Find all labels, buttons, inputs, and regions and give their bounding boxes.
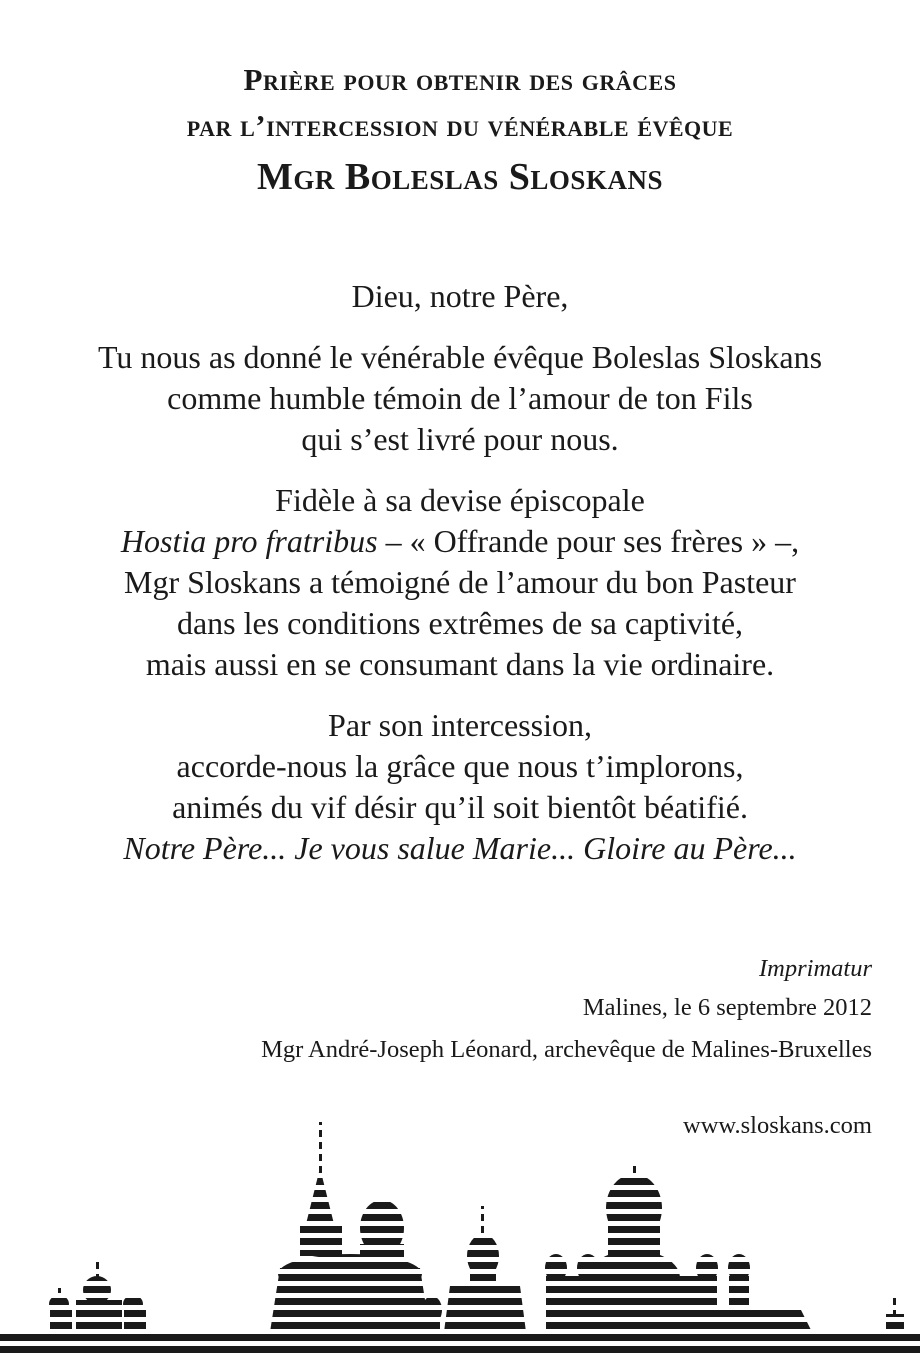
stanza1-line: qui s’est livré pour nous.	[301, 421, 619, 457]
stanza2-motto-line	[0, 521, 920, 562]
stanza2-line: Fidèle à sa devise épiscopale	[275, 482, 645, 518]
motto-latin: Hostia pro fratribus	[120, 523, 378, 559]
church-skyline-illustration	[0, 1118, 920, 1354]
title-line-2: par l’intercession du vénérable évêque	[186, 108, 734, 143]
stanza2-line: Mgr Sloskans a témoigné de l’amour du bon Pasteur	[124, 564, 796, 600]
stanza2-line: dans les conditions extrêmes de sa captivité,	[176, 605, 744, 641]
imprimatur-label: Imprimatur	[759, 955, 872, 982]
motto-translation: – « Offrande pour ses frères » –,	[377, 523, 800, 559]
stanza3-line: animés du vif désir qu’il soit bientôt béatifié.	[172, 789, 748, 825]
skyline-shapes	[0, 1122, 920, 1354]
prayer-opening: Dieu, notre Père,	[351, 278, 569, 314]
stanza3-line: Par son intercession,	[328, 707, 592, 743]
prayer-text	[0, 276, 920, 869]
title-name: Mgr Boleslas Sloskans	[257, 156, 663, 198]
title-line-1: Prière pour obtenir des grâces	[243, 62, 677, 97]
signatory: Mgr André-Joseph Léonard, archevêque de Malines-Bruxelles	[261, 1036, 872, 1063]
stanza1-line: comme humble témoin de l’amour de ton Fils	[167, 380, 753, 416]
stanza1-line: Tu nous as donné le vénérable évêque Boleslas Sloskans	[97, 339, 823, 375]
website-link[interactable]: www.sloskans.com	[683, 1112, 872, 1139]
stanza2-line: mais aussi en se consumant dans la vie ordinaire.	[145, 646, 775, 682]
prayer-closing: Notre Père... Je vous salue Marie... Gloire au Père...	[123, 830, 797, 866]
stanza3-line: accorde-nous la grâce que nous t’implorons,	[176, 748, 744, 784]
place-date: Malines, le 6 septembre 2012	[582, 994, 872, 1021]
